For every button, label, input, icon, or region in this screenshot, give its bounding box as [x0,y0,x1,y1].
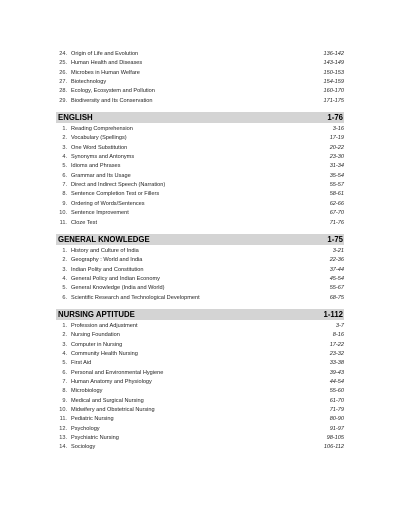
entry-number: 12. [59,425,67,432]
toc-entry-left [56,350,138,359]
entry-title: Origin of Life and Evolution [71,51,139,57]
entry-pages: 23-30 [329,154,344,161]
entry-pages: 136-142 [323,51,344,57]
entry-pages: 55-67 [329,285,344,292]
toc-entry-left [56,87,155,96]
toc-entry [56,275,344,284]
toc-entry-left [56,162,120,171]
entry-pages: 55-60 [329,388,344,395]
entry-pages: 160-170 [323,88,344,95]
toc-entry [56,219,344,228]
entry-title: History and Culture of India [71,247,139,254]
entry-number: 2. [62,135,67,142]
entry-pages: 3-7 [335,322,344,329]
entry-pages: 62-66 [329,200,344,207]
toc-entry-left [56,50,138,59]
toc-entry-left [56,266,143,275]
toc-entry [56,153,344,162]
entry-title: Sociology [71,444,96,451]
toc-entry-left [56,69,140,78]
toc-entry [56,181,344,190]
toc-entry [56,97,344,106]
entry-number: 28. [59,88,67,95]
toc-entry [56,322,344,331]
toc-entry [56,369,344,378]
entry-number: 10. [59,407,67,413]
toc-entry [56,200,344,209]
entry-pages: 68-75 [329,294,344,301]
entry-pages: 39-43 [329,369,344,376]
toc-entry-left [56,181,165,190]
toc-entry-left [56,322,138,331]
toc-entry [56,266,344,275]
toc-entry [56,69,344,78]
entry-title: Ecology, Ecosystem and Pollution [71,88,155,95]
toc-entry [56,331,344,340]
entry-number: 4. [62,154,67,161]
entry-title: Pediatric Nursing [71,416,114,423]
table-of-contents [56,50,344,453]
toc-entry [56,78,344,87]
section-pages: 1-75 [327,234,343,244]
entry-title: Nursing Foundation [71,332,120,339]
toc-entry-left [56,406,155,415]
toc-entry [56,209,344,218]
toc-entry-left [56,387,102,396]
toc-entry [56,284,344,293]
entry-number: 10. [59,210,67,217]
entry-title: Reading Comprehension [71,126,133,133]
toc-entry-left [56,134,127,143]
toc-entry-left [56,256,142,265]
entry-title: Midwifery and Obstetrical Nursing [71,407,155,413]
entry-pages: 171-175 [323,97,344,104]
entry-pages: 106-112 [323,444,344,451]
toc-entry-left [56,219,97,228]
entry-number: 1. [62,247,67,254]
entry-pages: 8-16 [332,332,344,339]
entry-pages: 143-149 [323,60,344,67]
toc-entry [56,387,344,396]
entry-number: 26. [59,69,67,76]
toc-entry [56,425,344,434]
entry-number: 4. [62,350,67,357]
entry-number: 5. [62,163,67,170]
toc-entry [56,134,344,143]
toc-entry-left [56,369,163,378]
toc-entry [56,397,344,406]
entry-number: 2. [62,257,67,264]
entry-number: 1. [62,126,67,133]
toc-entry-left [56,397,144,406]
entry-number: 8. [62,191,67,198]
section-pages: 1-76 [327,113,343,123]
toc-entry-left [56,78,106,87]
entry-pages: 55-57 [329,182,344,189]
entry-title: Grammar and Its Usage [71,172,131,179]
toc-entry-left [56,294,200,303]
entry-number: 13. [59,435,67,442]
entry-number: 4. [62,275,67,282]
toc-entry [56,247,344,256]
toc-entry [56,87,344,96]
entry-title: Psychology [71,425,100,432]
entry-title: Scientific Research and Technological Development [71,294,200,301]
toc-entry [56,172,344,181]
entry-title: Medical and Surgical Nursing [71,397,144,404]
entry-number: 11. [59,416,67,423]
sections [56,112,344,453]
entry-number: 9. [62,397,67,404]
toc-entry-left [56,415,114,424]
entry-title: Geography : World and India [71,257,143,264]
toc-entry-left [56,359,91,368]
section [56,234,344,303]
section-header [56,112,344,123]
entry-number: 25. [59,60,67,67]
entry-title: Ordering of Words/Sentences [71,200,145,207]
section [56,112,344,228]
toc-entry-left [56,247,139,256]
entry-pages: 45-54 [329,275,344,282]
entry-title: Sentence Completion Test or Fillers [71,191,160,198]
entry-title: Human Health and Diseases [71,60,143,67]
entry-number: 11. [59,219,67,226]
entry-pages: 91-97 [329,425,344,432]
toc-entry [56,190,344,199]
toc-entry [56,294,344,303]
entry-number: 5. [62,285,67,292]
section-header [56,234,344,245]
entry-pages: 80-90 [329,416,344,423]
toc-entry [56,406,344,415]
entry-title: Indian Polity and Constitution [71,266,144,273]
entry-number: 2. [62,332,67,339]
entry-number: 29. [59,97,67,104]
toc-entry [56,359,344,368]
entry-title: First Aid [71,360,92,367]
entry-pages: 67-70 [329,210,344,217]
toc-entry-left [56,209,129,218]
entry-pages: 23-32 [329,350,344,357]
entry-title: Idioms and Phrases [71,163,121,170]
toc-entry-left [56,434,119,443]
toc-entry-left [56,284,165,293]
entry-number: 5. [62,360,67,367]
entry-title: Computer in Nursing [71,341,123,348]
entry-title: Synonyms and Antonyms [71,154,135,161]
toc-entry [56,162,344,171]
toc-entry-left [56,125,133,134]
toc-entry-left [56,425,100,434]
entry-number: 14. [59,444,67,451]
toc-entry-left [56,378,152,387]
toc-entry-left [56,59,142,68]
toc-entry [56,434,344,443]
entry-pages: 3-16 [332,126,344,133]
entry-title: General Policy and Indian Economy [71,275,160,282]
entry-title: Vocabulary (Spellings) [71,135,127,142]
entry-number: 8. [62,388,67,395]
section-pages: 1-112 [323,309,343,319]
entry-title: Biodiversity and Its Conservation [71,97,153,104]
entry-pages: 71-79 [329,407,344,413]
toc-entry-left [56,200,145,209]
toc-entry-left [56,97,152,106]
entry-pages: 150-153 [323,69,344,76]
entry-pages: 17-19 [329,135,344,142]
toc-entry-left [56,275,160,284]
entry-pages: 98-105 [326,435,344,442]
entry-pages: 22-36 [329,257,344,264]
toc-entry [56,378,344,387]
toc-entry [56,256,344,265]
entry-number: 3. [62,341,67,348]
toc-entry-left [56,172,131,181]
section-title: GENERAL KNOWLEDGE [58,234,150,244]
toc-entry-left [56,331,120,340]
toc-entry [56,50,344,59]
toc-entry [56,125,344,134]
entry-title: Profession and Adjustment [71,322,138,329]
entry-number: 3. [62,144,67,151]
entry-number: 6. [62,369,67,376]
toc-entry [56,59,344,68]
entry-pages: 71-76 [329,219,344,226]
entry-title: Personal and Environmental Hygiene [71,369,164,376]
entry-number: 7. [62,378,67,385]
entry-title: Sentence Improvement [71,210,129,217]
entry-pages: 31-34 [329,163,344,170]
entry-number: 7. [62,182,67,189]
toc-entry [56,341,344,350]
entry-title: Community Health Nursing [71,350,138,357]
entry-title: Biotechnology [71,79,107,86]
section-title: NURSING APTITUDE [58,309,135,319]
entry-pages: 37-44 [329,266,344,273]
section-header [56,309,344,320]
entry-title: Psychiatric Nursing [71,435,119,442]
entry-title: Direct and Indirect Speech (Narration) [71,182,166,189]
entry-pages: 3-21 [332,247,344,254]
entry-pages: 35-54 [329,172,344,179]
entry-number: 24. [59,51,67,57]
entry-pages: 17-22 [329,341,344,348]
entry-pages: 20-22 [329,144,344,151]
entry-number: 6. [62,294,67,301]
toc-entry-left [56,443,95,452]
section [56,309,344,453]
entry-pages: 33-38 [329,360,344,367]
entry-number: 6. [62,172,67,179]
toc-entry-left [56,144,127,153]
section-title: ENGLISH [58,113,93,123]
entry-title: One Word Substitution [71,144,128,151]
entry-number: 1. [62,322,67,329]
entry-number: 3. [62,266,67,273]
entry-title: Cloze Test [71,219,98,226]
toc-entry-left [56,341,122,350]
top-list [56,50,344,106]
entry-title: Human Anatomy and Physiology [71,378,152,385]
entry-pages: 61-70 [329,397,344,404]
entry-pages: 58-61 [329,191,344,198]
entry-title: Microbiology [71,388,103,395]
toc-entry [56,144,344,153]
entry-pages: 154-159 [323,79,344,86]
toc-entry-left [56,153,134,162]
toc-entry-left [56,190,159,199]
entry-number: 27. [59,79,67,86]
entry-title: General Knowledge (India and World) [71,285,165,292]
toc-entry [56,415,344,424]
toc-entry [56,350,344,359]
toc-entry [56,443,344,452]
entry-number: 9. [62,200,67,207]
entry-pages: 44-54 [329,378,344,385]
entry-title: Microbes in Human Welfare [71,69,140,76]
